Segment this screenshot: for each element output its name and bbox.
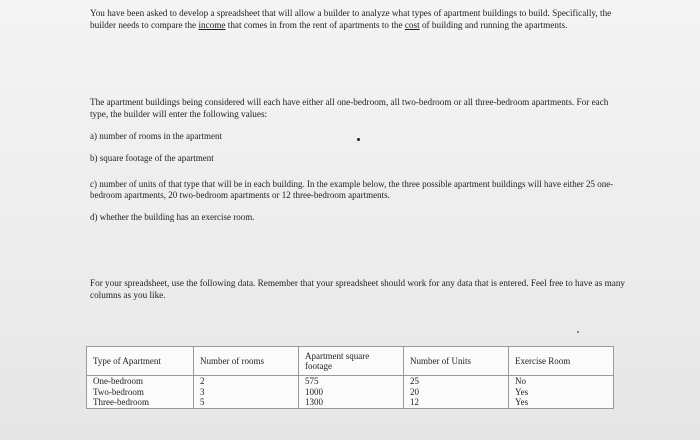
header-exercise-room: Exercise Room — [509, 347, 614, 376]
stray-mark-2 — [577, 331, 579, 333]
square-footage-column — [299, 376, 404, 409]
rooms-column — [194, 376, 299, 409]
table-cell: Three-bedroom — [93, 397, 149, 407]
data-note-paragraph: For your spreadsheet, use the following data. Remember that your spreadsheet should work for any data that is entered. Feel free to have as many columns as you like. — [90, 278, 626, 300]
building-types-paragraph: The apartment buildings being considered will each have either all one-bedroom, all two-bedroom or all three-bedroom apartments. For each type, the builder will enter the following values: — [90, 97, 609, 119]
units-column — [404, 376, 509, 409]
table-cell: 25 — [410, 376, 419, 386]
intro-text-end: of building and running the apartments. — [419, 19, 568, 30]
table-cell: No — [515, 376, 526, 386]
table-cell: 2 — [200, 376, 205, 386]
table-body-row — [87, 376, 614, 409]
list-item-rooms: a) number of rooms in the apartment — [90, 131, 222, 141]
header-units: Number of Units — [404, 347, 509, 376]
table-cell: 1000 — [305, 386, 323, 397]
table-cell: 20 — [410, 386, 419, 397]
list-item-square-footage: b) square footage of the apartment — [90, 153, 214, 163]
header-square-footage: Apartment square footage — [299, 347, 404, 376]
exercise-room-column — [509, 376, 614, 409]
list-item-units: c) number of units of that type that will be in each building. In the example below, the three possible apartment buildings will have either 25 one-bedroom apartments, 20 two-bedroom apartments or 12 three-bedroom apartments. — [90, 179, 614, 201]
intro-text-middle: that comes in from the rent of apartments to the — [225, 19, 405, 30]
table-header-row — [87, 347, 614, 376]
table-cell: Yes — [515, 397, 529, 407]
header-rooms: Number of rooms — [194, 347, 299, 376]
table-cell: 12 — [410, 397, 419, 407]
intro-text-start: You have been asked to develop a spreadsheet that will allow a builder to analyze what types of apartment buildings to build. Specifically, the builder needs to compare the — [90, 8, 612, 30]
income-word: income — [198, 19, 226, 30]
header-type: Type of Apartment — [87, 347, 194, 376]
stray-mark — [357, 138, 360, 141]
table-cell: 575 — [305, 376, 319, 386]
table-cell: 3 — [200, 386, 205, 397]
table-cell: One-bedroom — [93, 376, 143, 386]
type-column — [87, 376, 194, 409]
table-cell: Two-bedroom — [93, 386, 144, 397]
table-cell: Yes — [515, 386, 529, 397]
intro-paragraph — [90, 8, 630, 31]
table-cell: 1300 — [305, 397, 323, 407]
cost-word: cost — [404, 19, 420, 30]
apartment-data-table — [86, 346, 614, 409]
list-item-exercise-room: d) whether the building has an exercise room. — [90, 212, 255, 222]
table-cell: 5 — [200, 397, 205, 407]
